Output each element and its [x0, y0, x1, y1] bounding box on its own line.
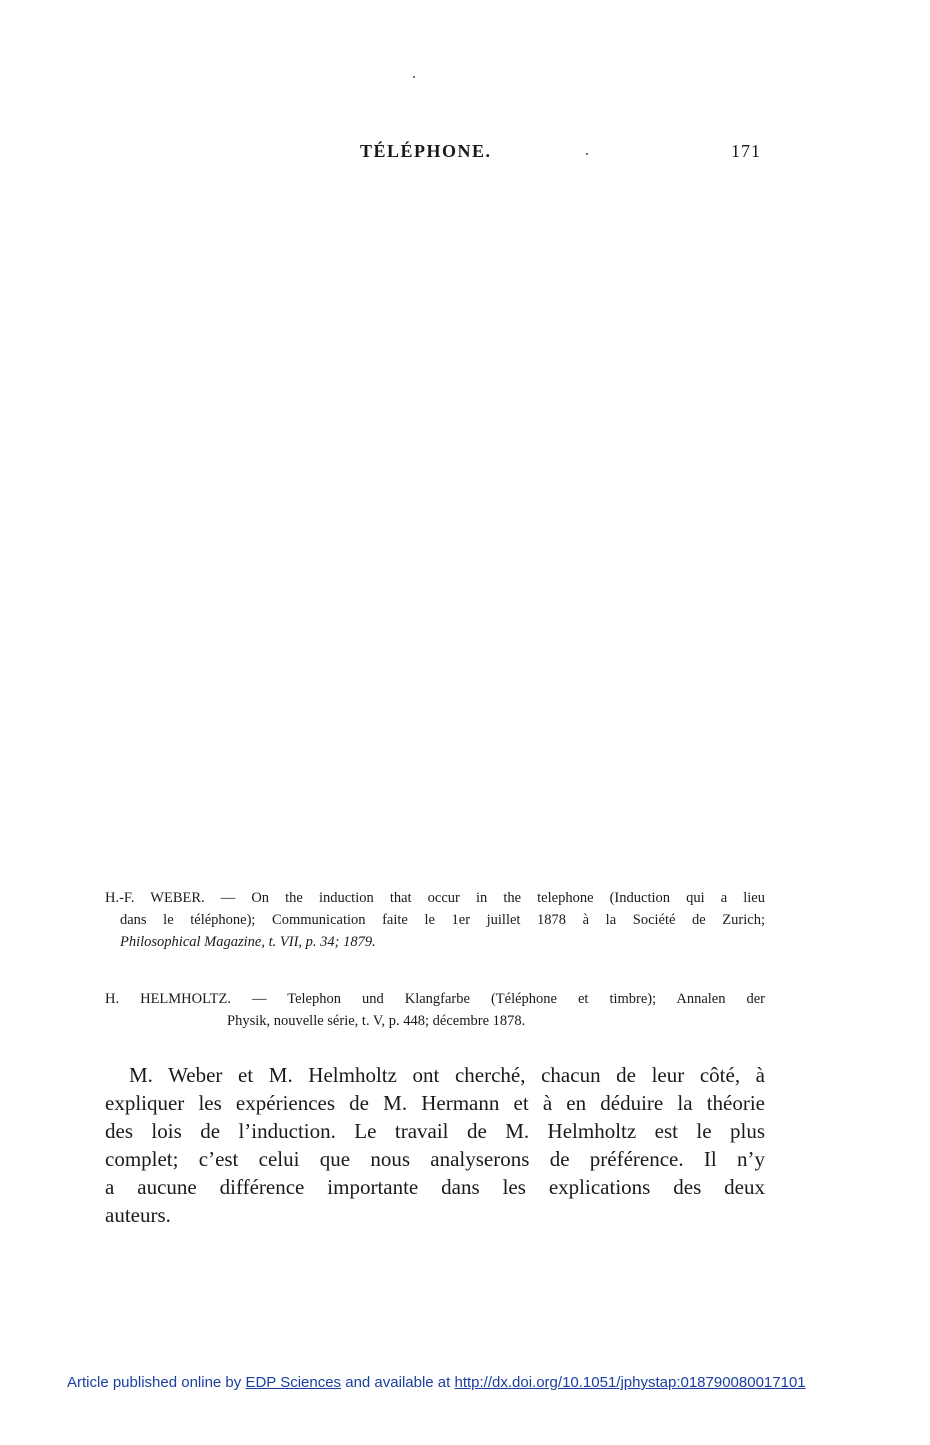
paragraph-line: auteurs.: [105, 1203, 171, 1227]
reference-weber: [105, 887, 765, 953]
paragraph-line: des lois de l’induction. Le travail de M. Helmholtz est le plus: [105, 1119, 765, 1143]
edp-sciences-link[interactable]: EDP Sciences: [245, 1374, 342, 1391]
reference-line: H.-F. WEBER. — On the induction that occur in the telephone (Induction qui a lieu: [105, 890, 765, 906]
paragraph-line: a aucune différence importante dans les explications des deux: [105, 1175, 765, 1199]
page-number: 171: [731, 141, 761, 161]
doi-link[interactable]: http://dx.doi.org/10.1051/jphystap:018790080017101: [454, 1374, 806, 1391]
paragraph-line: complet; c’est celui que nous analyserons de préférence. Il n’y: [105, 1147, 765, 1171]
reference-line-text: Philosophical Magazine, t. VII, p. 34; 1879.: [120, 934, 376, 950]
running-title: TÉLÉPHONE.: [360, 141, 492, 161]
publication-footer: [67, 1374, 806, 1391]
reference-line: [105, 1010, 765, 1032]
footer-middle: and available at: [345, 1374, 451, 1391]
scan-speck: [413, 76, 415, 78]
footer-prefix: Article published online by: [67, 1374, 242, 1391]
body-paragraph: [105, 1061, 765, 1229]
reference-line: H. HELMHOLTZ. — Telephon und Klangfarbe (Téléphone et timbre); Annalen der: [105, 991, 765, 1007]
reference-helmholtz: [105, 988, 765, 1032]
paragraph-line: expliquer les expériences de M. Hermann et à en déduire la théorie: [105, 1091, 765, 1115]
scan-speck: [586, 153, 588, 155]
reference-line-text: Physik, nouvelle série, t. V, p. 448; décembre 1878.: [227, 1013, 526, 1029]
paragraph-line: M. Weber et M. Helmholtz ont cherché, chacun de leur côté, à: [129, 1063, 765, 1087]
reference-line: [105, 931, 765, 953]
reference-line: dans le téléphone); Communication faite le 1er juillet 1878 à la Société de Zurich;: [120, 912, 765, 928]
